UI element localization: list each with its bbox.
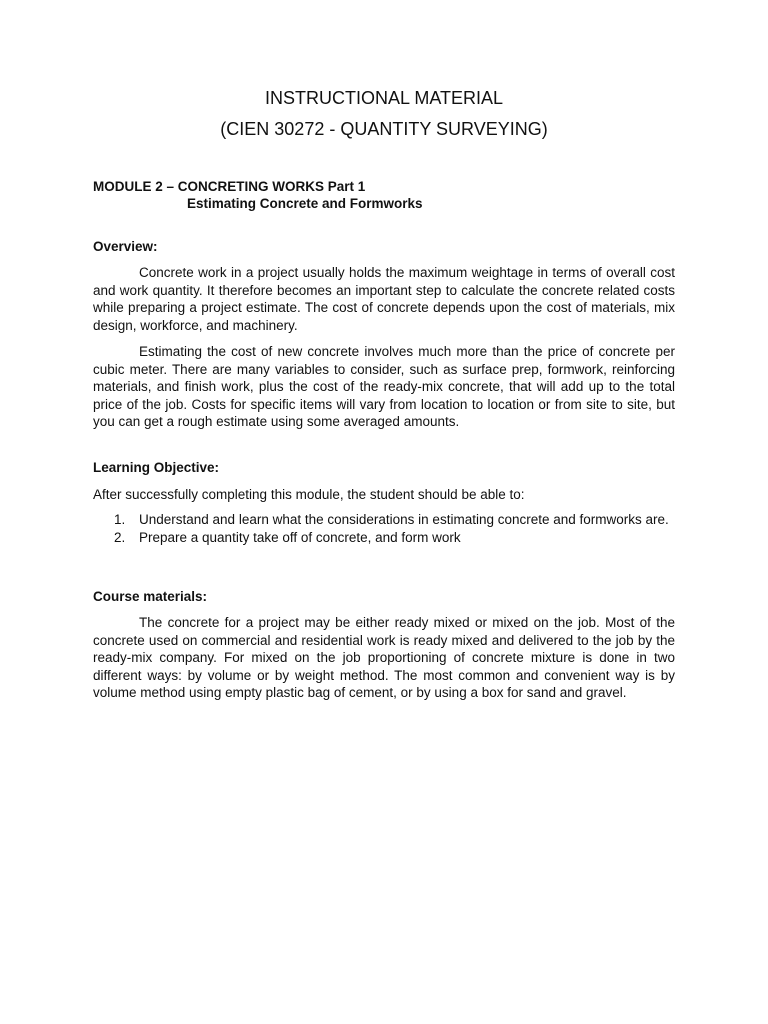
learning-objective-intro: After successfully completing this module, the student should be able to: (93, 487, 525, 502)
list-item-number: 2. (114, 529, 126, 545)
learning-objective-heading: Learning Objective: (93, 460, 220, 475)
overview-paragraph: Concrete work in a project usually holds the maximum weightage in terms of overall cost and work quantity. It therefore becomes an important step to calculate the concrete related costs while preparing a project estimate. The cost of concrete depends upon the cost of materials, mix design, workforce, and machinery. (93, 265, 675, 333)
list-item (93, 530, 675, 547)
overview-paragraph: Estimating the cost of new concrete involves much more than the price of concrete per cubic meter. There are many variables to consider, such as surface prep, formwork, reinforcing materials, and finish work, plus the cost of the ready-mix concrete, that will add up to the total price of the job. Costs for specific items will vary from location to location or from site to site, but you can get a rough estimate using some averaged amounts. (93, 344, 675, 430)
list-item-number: 1. (114, 512, 126, 527)
list-item (93, 512, 675, 529)
course-code-title: (CIEN 30272 - QUANTITY SURVEYING) (220, 119, 548, 139)
overview-heading: Overview: (93, 239, 158, 254)
module-subheading: Estimating Concrete and Formworks (187, 196, 423, 211)
course-materials-heading: Course materials: (93, 589, 208, 604)
list-item-text: Prepare a quantity take off of concrete, and form work (139, 529, 461, 545)
course-materials-paragraph: The concrete for a project may be either ready mixed or mixed on the job. Most of the concrete used on commercial and residential work is ready mixed and delivered to the job by the ready-mix company. For mixed on the job proportioning of concrete mixture is done in two different ways: by volume or by weight method. The most common and convenient way is by volume method using empty plastic bag of cement, or by using a box for sand and gravel. (93, 615, 675, 701)
learning-objective-list (93, 512, 675, 547)
document-title: INSTRUCTIONAL MATERIAL (264, 88, 504, 108)
module-heading: MODULE 2 – CONCRETING WORKS Part 1 (93, 179, 366, 194)
list-item-text: Understand and learn what the considerations in estimating concrete and formworks are. (139, 512, 669, 527)
